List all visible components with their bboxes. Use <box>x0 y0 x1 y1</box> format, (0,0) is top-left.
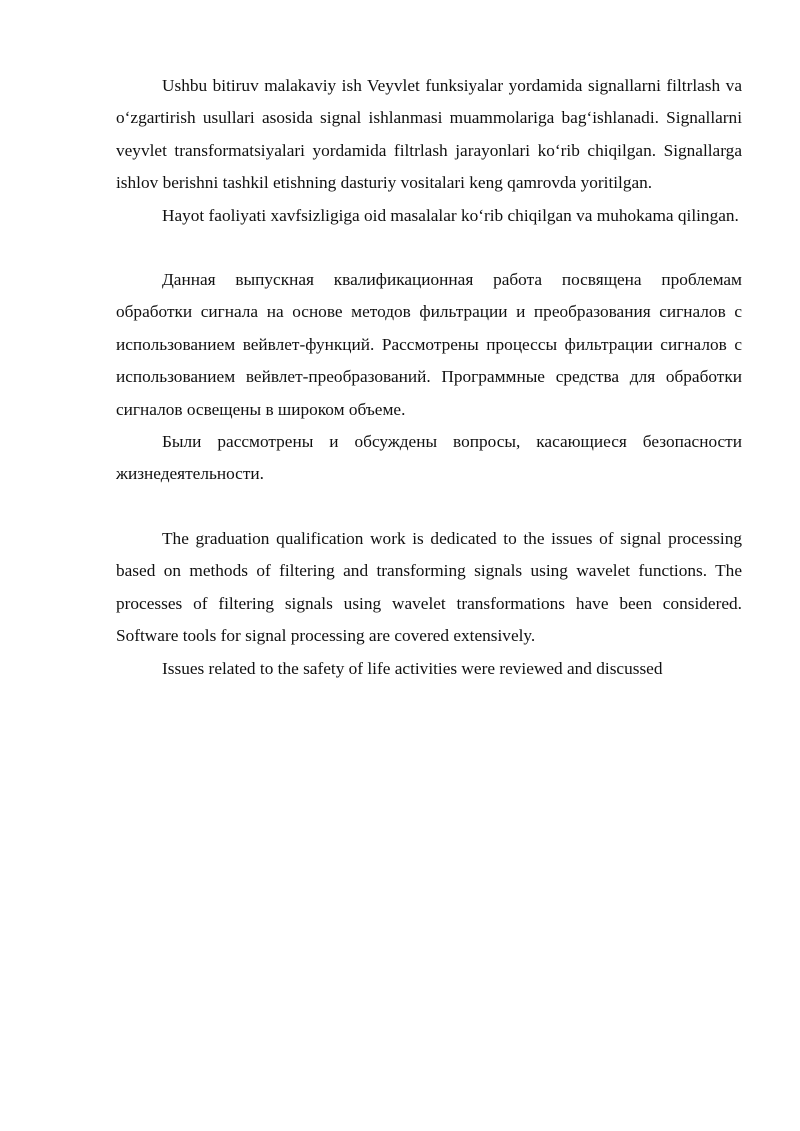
document-page <box>116 70 742 685</box>
english-paragraph-2: Issues related to the safety of life activities were reviewed and discussed <box>162 658 663 678</box>
abstract-russian <box>116 264 742 491</box>
english-paragraph-1: The graduation qualification work is dedicated to the issues of signal processing based on methods of filtering and transforming signals using wavelet functions. The processes of filtering signals using wavelet transformations have been considered. Software tools for signal processing are covered extensively. <box>116 528 742 646</box>
abstract-uzbek <box>116 70 742 232</box>
uzbek-paragraph-1: Ushbu bitiruv malakaviy ish Veyvlet funksiyalar yordamida signallarni filtrlash va o‘zgartirish usullari asosida signal ishlanmasi muammolariga bag‘ishlanadi. Signallarni veyvlet transformatsiyalari yordamida filtrlash jarayonlari ko‘rib chiqilgan. Signallarga ishlov berishni tashkil etishning dasturiy vositalari keng qamrovda yoritilgan. <box>116 76 742 193</box>
russian-paragraph-1: Данная выпускная квалификационная работа посвящена проблемам обработки сигнала на основе методов фильтрации и преобразования сигналов с использованием вейвлет-функций. Рассмотрены процессы фильтрации сигналов с использованием вейвлет-преобразований. Программные средства для обработки сигналов освещены в широком объеме. <box>116 270 742 419</box>
russian-paragraph-2: Были рассмотрены и обсуждены вопросы, касающиеся безопасности жизнедеятельности. <box>116 432 742 484</box>
abstract-english <box>116 523 742 685</box>
uzbek-paragraph-2: Hayot faoliyati xavfsizligiga oid masalalar ko‘rib chiqilgan va muhokama qilingan. <box>162 205 739 225</box>
